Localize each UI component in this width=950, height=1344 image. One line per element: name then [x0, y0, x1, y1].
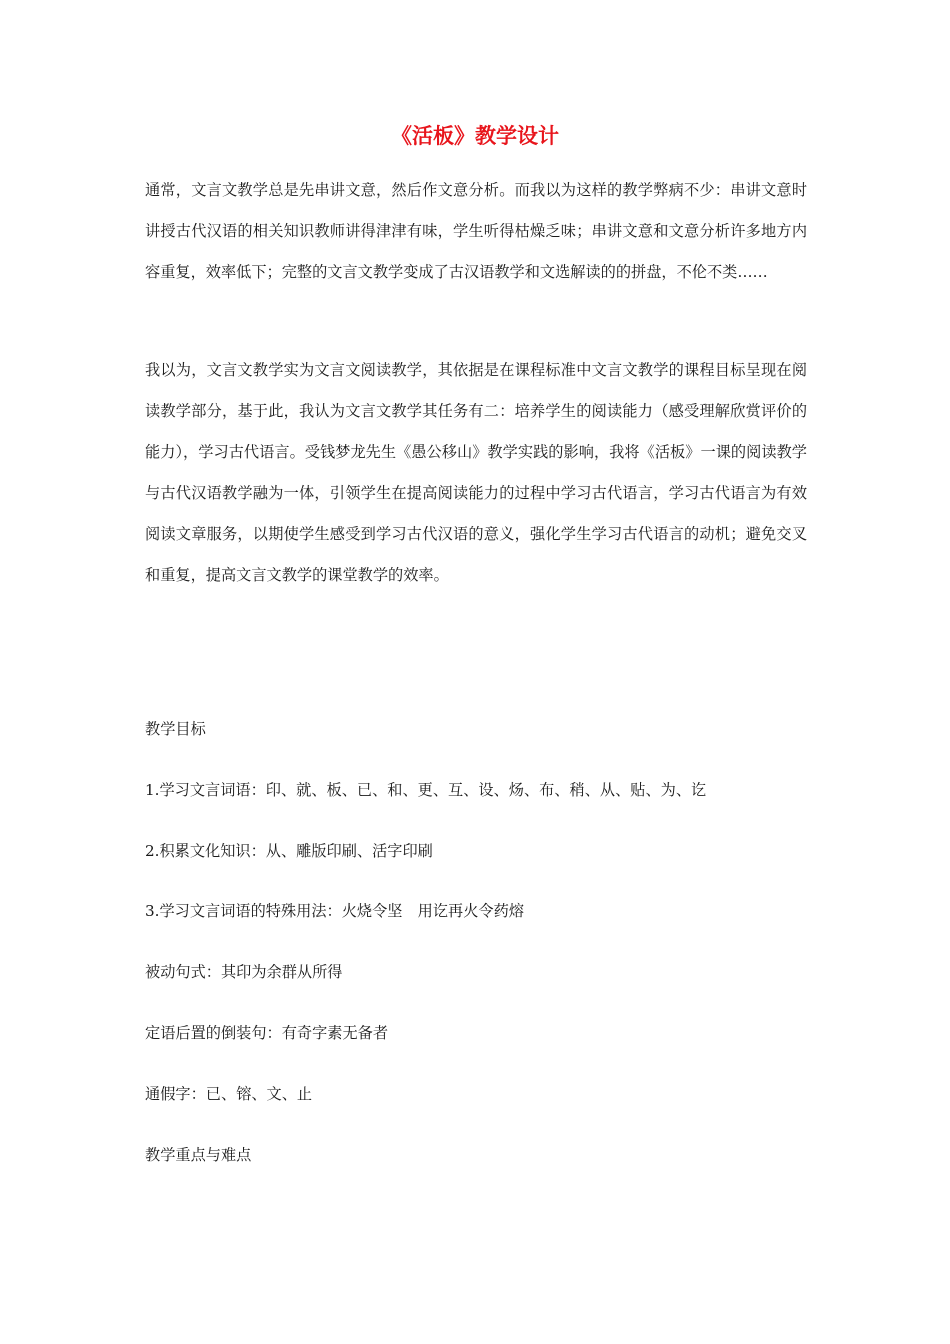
tongjia-characters-line: 通假字：已、镕、文、止 — [145, 1085, 313, 1103]
teaching-goals-heading: 教学目标 — [145, 720, 206, 738]
goal-item-3: 3.学习文言词语的特殊用法：火烧令坚 用讫再火令药熔 — [145, 902, 524, 920]
goal-item-2: 2.积累文化知识：从、雕版印刷、活字印刷 — [145, 842, 433, 860]
intro-paragraph-1: 通常，文言文教学总是先串讲文意，然后作文意分析。而我以为这样的教学弊病不少：串讲文意时讲授古代汉语的相关知识教师讲得津津有味，学生听得枯燥乏味；串讲文意和文意分析许多地方内容重复，效率低下；完整的文言文教学变成了古汉语教学和文选解读的的拼盘，不伦不类…… — [145, 181, 807, 281]
intro-paragraph-2: 我以为，文言文教学实为文言文阅读教学，其依据是在课程标准中文言文教学的课程目标呈现在阅读教学部分，基于此，我认为文言文教学其任务有二：培养学生的阅读能力（感受理解欣赏评价的能力），学习古代语言。受钱梦龙先生《愚公移山》教学实践的影响，我将《活板》一课的阅读教学与古代汉语教学融为一体，引领学生在提高阅读能力的过程中学习古代语言，学习古代语言为有效阅读文章服务，以期使学生感受到学习古代汉语的意义，强化学生学习古代语言的动机；避免交叉和重复，提高文言文教学的课堂教学的效率。 — [145, 361, 807, 584]
goal-item-1: 1.学习文言词语：印、就、板、已、和、更、互、设、炀、布、稍、从、贴、为、讫 — [145, 781, 707, 799]
teaching-focus-heading: 教学重点与难点 — [145, 1146, 252, 1164]
attributive-postposition-line: 定语后置的倒装句：有奇字素无备者 — [145, 1024, 388, 1042]
document-title: 《活板》教学设计 — [391, 124, 559, 148]
passive-voice-line: 被动句式：其印为余群从所得 — [145, 963, 343, 981]
